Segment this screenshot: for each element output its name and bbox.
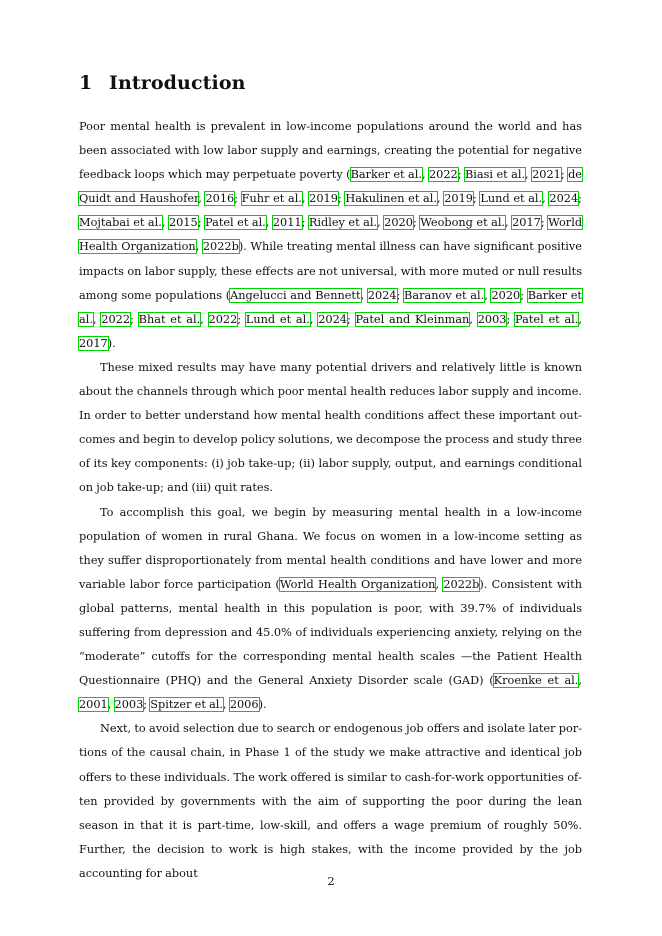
section-title: Introduction <box>109 72 246 94</box>
citation-link[interactable]: 2017 <box>79 336 108 350</box>
citation-link[interactable]: Bhat et al. <box>138 312 201 326</box>
citation-link[interactable]: 2016 <box>205 192 235 206</box>
section-heading <box>79 72 246 94</box>
citation-link[interactable]: World Health Organization <box>79 216 583 254</box>
citation-link[interactable]: 2015 <box>168 216 198 230</box>
citation-link[interactable]: 2011 <box>272 216 302 230</box>
citation-link[interactable]: 2021 <box>532 168 561 182</box>
citation-link[interactable]: 2022 <box>101 312 131 326</box>
citation-link[interactable]: 2024 <box>549 192 579 206</box>
citation-link[interactable]: 2017 <box>512 216 541 230</box>
citation-link[interactable]: Hakulinen et al. <box>345 192 437 206</box>
citation-link[interactable]: Biasi et al. <box>464 168 526 182</box>
section-number: 1 <box>79 72 93 94</box>
citation-link[interactable]: 2001 <box>79 698 108 712</box>
citation-link[interactable]: Patel et al. <box>515 312 579 326</box>
citation-link[interactable]: Spitzer et al. <box>150 698 224 712</box>
citation-link[interactable]: Patel et al. <box>204 216 266 230</box>
paragraph-1: Poor mental health is prevalent in low-income populations around the world and has been associated with low labor supply and earnings, creating the potential for negative feedback loops which may perpetuate poverty (Barker et al., 2022; Biasi et al., 2021; de Quidt and Haushofer, 2016; Fuhr et al., 2019; Hakulinen et al., 2019; Lund et al., 2024; Mojtabai et al., 2015; Patel et al., 2011; Ridley et al., 2020; Weobong et al., 2017; World Health Organization, 2022b). While treating mental illness can have significant positive impacts on labor supply, these effects are not universal, with more muted or null results among some populations (Angelucci and Bennett, 2024; Baranov et al., 2020; Barker et al., 2022; Bhat et al., 2022; Lund et al., 2024; Patel and Kleinman, 2003; Patel et al., 2017). <box>79 120 583 350</box>
citation-link[interactable]: Kroenke et al. <box>493 674 579 688</box>
citation-link[interactable]: 2024 <box>318 312 347 326</box>
citation-link[interactable]: Barker et al. <box>350 168 422 182</box>
citation-link[interactable]: Lund et al. <box>480 192 543 206</box>
paragraph-4: Next, to avoid selection due to search or endogenous job offers and isolate later portions of the causal chain, in Phase 1 of the study we make attractive and identical job offers to these individuals. The work offered is similar to cash-for-work opportunities often provided by governments with the aim of supporting the poor during the lean season in that it is part-time, low-skill, and offers a wage premium of roughly 50%. Further, the decision to work is high stakes, with the income provided by the job accounting for about <box>79 722 582 880</box>
citation-link[interactable]: 2022 <box>208 312 238 326</box>
citation-link[interactable]: 2024 <box>367 288 397 302</box>
citation-link[interactable]: 2003 <box>477 312 507 326</box>
citation-link[interactable]: Ridley et al. <box>308 216 378 230</box>
citation-link[interactable]: de Quidt and Haushofer <box>79 168 582 206</box>
citation-link[interactable]: Mojtabai et al. <box>79 216 162 230</box>
citation-link[interactable]: 2022 <box>428 168 458 182</box>
citation-link[interactable]: 2020 <box>384 216 413 230</box>
citation-link[interactable]: 2020 <box>491 288 521 302</box>
citation-link[interactable]: 2003 <box>114 698 144 712</box>
citation-link[interactable]: Lund et al. <box>245 312 310 326</box>
body-text <box>79 115 582 886</box>
citation-link[interactable]: 2019 <box>444 192 473 206</box>
citation-link[interactable]: Patel and Kleinman <box>355 312 470 326</box>
citation-link[interactable]: 2022b <box>443 577 480 591</box>
page-number: 2 <box>327 874 335 888</box>
citation-link[interactable]: World Health Organization <box>279 577 436 591</box>
citation-link[interactable]: Baranov et al. <box>404 288 485 302</box>
citation-link[interactable]: 2019 <box>309 192 338 206</box>
paragraph-3: To accomplish this goal, we begin by measuring mental health in a low-income population of women in rural Ghana. We focus on women in a low-income setting as they suffer disproportionately from mental health conditions and have lower and more variable labor force participation (World Health Organization, 2022b). Consistent with global patterns, mental health in this population is poor, with 39.7% of individuals suffering from depression and 45.0% of individuals experiencing anxiety, relying on the “moderate” cutoffs for the corresponding mental health scales —the Patient Health Questionnaire (PHQ) and the General Anxiety Disorder scale (GAD) (Kroenke et al., 2001, 2003; Spitzer et al., 2006). <box>79 505 582 712</box>
citation-link[interactable]: Fuhr et al. <box>241 192 302 206</box>
citation-link[interactable]: 2022b <box>202 240 239 254</box>
citation-link[interactable]: 2006 <box>229 698 259 712</box>
citation-link[interactable]: Barker et al. <box>79 288 582 326</box>
citation-link[interactable]: Angelucci and Bennett <box>230 288 361 302</box>
paragraph-2: These mixed results may have many potential drivers and relatively little is known about the channels through which poor mental health reduces labor supply and income. In order to better understand how mental health conditions affect these important outcomes and begin to develop policy solutions, we decompose the process and study three of its key components: (i) job take-up; (ii) labor supply, output, and earnings conditional on job take-up; and (iii) quit rates. <box>79 360 582 495</box>
citation-link[interactable]: Weobong et al. <box>420 216 506 230</box>
